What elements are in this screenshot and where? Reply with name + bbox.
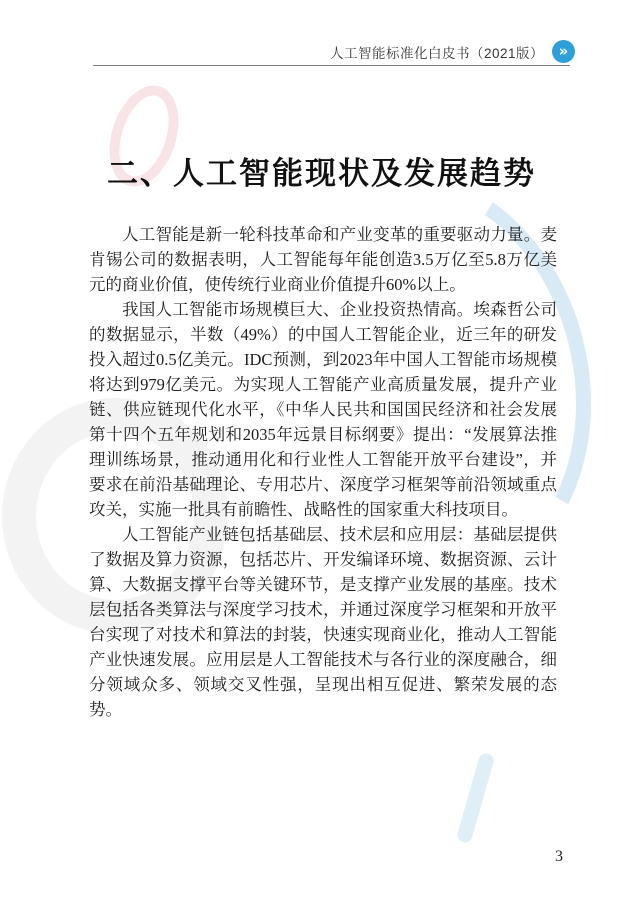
paragraph-2: 我国人工智能市场规模巨大、企业投资热情高。埃森哲公司的数据显示，半数（49%）的中国人工智能企业，近三年的研发投入超过0.5亿美元。IDC预测，到2023年中国人工智能市场规模将达到979亿美元。为实现人工智能产业高质量发展，提升产业链、供应链现代化水平，《中华人民共和国国民经济和社会发展第十四个五年规划和2035年远景目标纲要》提出：“发展算法推理训练场景，推动通用化和行业性人工智能开放平台建设”，并要求在前沿基础理论、专用芯片、深度学习框架等前沿领域重点攻关，实施一批具有前瞻性、战略性的国家重大科技项目。 xyxy=(89,300,557,519)
chapter-heading: 二、人工智能现状及发展趋势 xyxy=(107,156,536,191)
page-number: 3 xyxy=(555,848,563,865)
watermark-blue-stroke xyxy=(456,752,496,845)
header-title: 人工智能标准化白皮书（2021版） xyxy=(329,45,544,61)
page-header xyxy=(0,40,575,63)
paragraph-1: 人工智能是新一轮科技革命和产业变革的重要驱动力量。麦肯锡公司的数据表明，人工智能每年能创造3.5万亿至5.8万亿美元的商业价值，使传统行业商业价值提升60%以上。 xyxy=(89,225,557,294)
double-chevron-right-icon: » xyxy=(552,40,575,63)
body-text xyxy=(89,222,557,722)
header-divider xyxy=(93,65,570,66)
paragraph-3: 人工智能产业链包括基础层、技术层和应用层：基础层提供了数据及算力资源，包括芯片、开发编译环境、数据资源、云计算、大数据支撑平台等关键环节，是支撑产业发展的基座。技术层包括各类算法与深度学习技术，并通过深度学习框架和开放平台实现了对技术和算法的封装，快速实现商业化，推动人工智能产业快速发展。应用层是人工智能技术与各行业的深度融合，细分领域众多、领域交叉性强，呈现出相互促进、繁荣发展的态势。 xyxy=(89,525,557,719)
